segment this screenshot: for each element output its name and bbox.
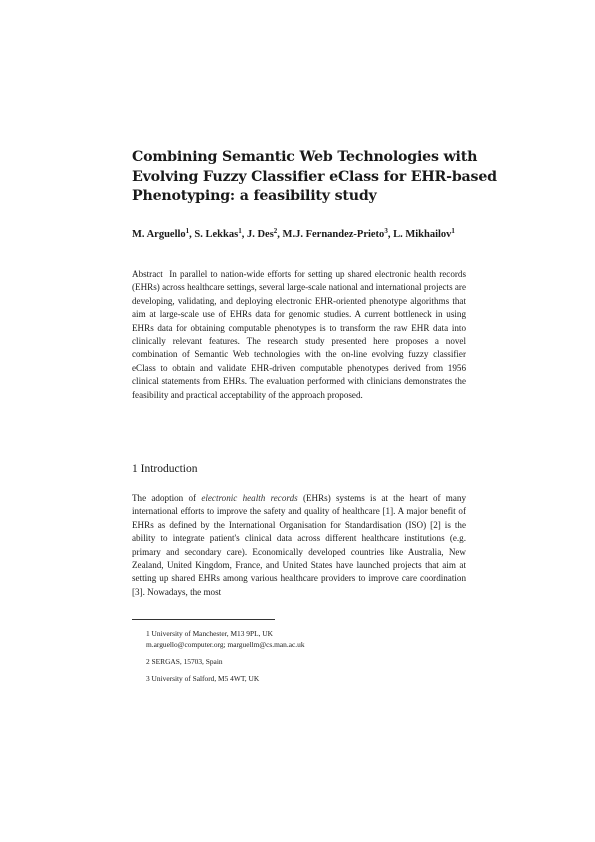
footnote: [146, 673, 466, 684]
section-heading: 1 Introduction: [132, 463, 198, 475]
author-affiliation-mark: 1: [451, 227, 455, 235]
author-affiliation-mark: 1: [185, 227, 190, 235]
footnote-line: m.arguello@computer.org; marguellm@cs.man.ac.uk: [146, 640, 305, 649]
abstract-text: In parallel to nation-wide efforts for setting up shared electronic health records (EHRs) across healthcare settings, several large-scale national and international projects are developing, validating, and deploying electronic EHR-oriented phenotype algorithms that aim at large-scale use of EHRs data for genomic studies. A current bottleneck in using EHRs data for obtaining computable phenotypes is to transform the raw EHR data into clinically relevant features. The research study presented here proposes a novel combination of Semantic Web technologies with the on-line evolving fuzzy classifier eClass to obtain and validate EHR-driven computable phenotypes derived from 1956 clinical statements from EHRs. The evaluation performed with clinicians demonstrates the feasibility and practical acceptability of the approach proposed.: [132, 269, 467, 400]
footnote-line: 3 University of Salford, M5 4WT, UK: [146, 674, 260, 683]
author-list: M. Arguello$^1$, S. Lekkas$^1$, J. Des$^2$, M.J. Fernandez-Prieto$^3$, L. Mikhailov$^1$: [132, 227, 455, 240]
author-name: M. Arguello: [132, 229, 186, 240]
title-line: Evolving Fuzzy Classifier eClass for EHR-based: [132, 168, 497, 185]
abstract: [132, 268, 466, 402]
title-line: Combining Semantic Web Technologies with: [132, 149, 478, 165]
intro-text: The adoption of: [132, 493, 202, 503]
title-line: Phenotyping: a feasibility study: [132, 188, 377, 204]
footnotes: [146, 628, 466, 690]
footnote: [146, 656, 466, 667]
author-name: M.J. Fernandez-Prieto: [282, 229, 385, 240]
footnote-divider: [132, 619, 275, 620]
footnote: [146, 628, 466, 650]
abstract-label: Abstract: [132, 269, 163, 279]
paper-title: [132, 148, 497, 207]
footnote-line: 1 University of Manchester, M13 9PL, UK: [146, 629, 273, 638]
author-affiliation-mark: 2: [273, 227, 278, 235]
author-affiliation-mark: 3: [384, 227, 388, 235]
author-name: L. Mikhailov: [393, 229, 452, 240]
author-name: J. Des: [246, 229, 274, 240]
intro-text: (EHRs) systems is at the heart of many international efforts to improve the safety and quality of healthcare [1]. A major benefit of EHRs as defined by the International Organisation for Standardisation (ISO) [2] is the ability to integrate patient's clinical data across different healthcare institutions (e.g. primary and secondary care). Economically developed countries like Australia, New Zealand, United Kingdom, France, and United States have launched projects that aim at setting up shared EHRs among various healthcare providers to improve care coordination [3]. Nowadays, the most: [132, 493, 467, 597]
intro-paragraph: [132, 492, 466, 599]
author-name: S. Lekkas: [194, 229, 239, 240]
intro-emphasis: electronic health records: [201, 493, 298, 503]
footnote-line: 2 SERGAS, 15703, Spain: [146, 657, 223, 666]
author-affiliation-mark: 1: [238, 227, 242, 235]
